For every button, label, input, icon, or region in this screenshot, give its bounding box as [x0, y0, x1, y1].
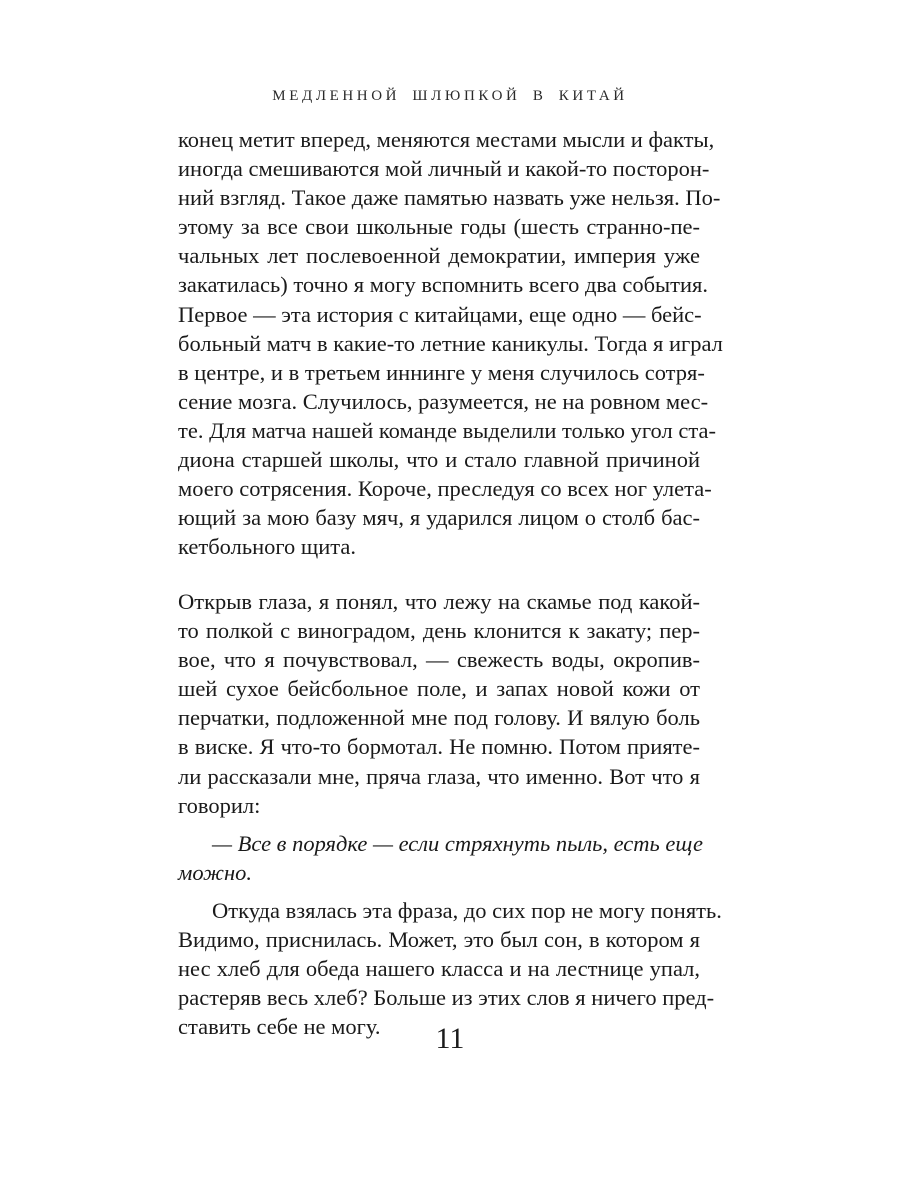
text-line: вое, что я почувствовал, — свежесть воды, окропив-	[178, 647, 700, 673]
text-line: конец метит вперед, меняются местами мысли и факты,	[178, 127, 715, 152]
text-line: ли рассказали мне, пряча глаза, что именно. Вот что я	[178, 763, 700, 789]
quote-paragraph	[178, 829, 703, 887]
text-line: ний взгляд. Такое даже памятью назвать уже нельзя. По-	[178, 185, 721, 211]
text-line: этому за все свои школьные годы (шесть странно-пе-	[178, 214, 700, 240]
text-block-section	[178, 587, 722, 1041]
text-line: кетбольного щита.	[178, 534, 357, 560]
text-line: в виске. Я что-то бормотал. Не помню. Потом прияте-	[178, 734, 700, 760]
paragraph	[178, 896, 722, 1041]
text-line: ставить себе не могу.	[178, 1014, 381, 1040]
text-line: шей сухое бейсбольное поле, и запах новой кожи от	[178, 676, 700, 702]
text-line: иногда смешиваются мой личный и какой-то посторон-	[178, 156, 710, 182]
text-line: чальных лет послевоенной демократии, империя уже	[178, 243, 700, 269]
text-line: перчатки, подложенной мне под голову. И вялую боль	[178, 705, 700, 731]
text-line: сение мозга. Случилось, разумеется, не на ровном мес-	[178, 388, 709, 414]
text-line: те. Для матча нашей команде выделили только угол ста-	[178, 417, 716, 443]
text-line: говорил:	[178, 792, 261, 818]
text-line: Открыв глаза, я понял, что лежу на скамье под какой-	[178, 589, 700, 614]
paragraph	[178, 587, 700, 820]
text-line: Откуда взялась эта фраза, до сих пор не могу понять.	[212, 897, 722, 923]
text-line: ющий за мою базу мяч, я ударился лицом о столб бас-	[178, 505, 700, 531]
paragraph-gap	[178, 820, 700, 829]
quote-line: — Все в порядке — если стряхнуть пыль, есть еще	[212, 830, 703, 856]
text-line: в центре, и в третьем иннинге у меня случилось сотря-	[178, 359, 705, 385]
text-line: диона старшей школы, что и стало главной причиной	[178, 447, 700, 473]
page-number: 11	[435, 1022, 465, 1055]
text-line: закатилась) точно я могу вспомнить всего два события.	[178, 272, 709, 298]
text-line: то полкой с виноградом, день клонится к закату; пер-	[178, 618, 700, 644]
text-block-continuation	[178, 125, 723, 561]
text-line: Видимо, приснилась. Может, это был сон, в котором я	[178, 927, 700, 953]
text-line: Первое — эта история с китайцами, еще одно — бейс-	[178, 301, 702, 327]
text-line: моего сотрясения. Короче, преследуя со всех ног улета-	[178, 476, 712, 502]
running-head: МЕДЛЕННОЙ ШЛЮПКОЙ В КИТАЙ	[272, 88, 628, 104]
paragraph-gap	[178, 887, 700, 896]
text-line: нес хлеб для обеда нашего класса и на лестнице упал,	[178, 956, 700, 982]
text-line: больный матч в какие-то летние каникулы. Тогда я играл	[178, 330, 723, 356]
text-line: растеряв весь хлеб? Больше из этих слов я ничего пред-	[178, 985, 715, 1011]
quote-line: можно.	[178, 859, 253, 885]
